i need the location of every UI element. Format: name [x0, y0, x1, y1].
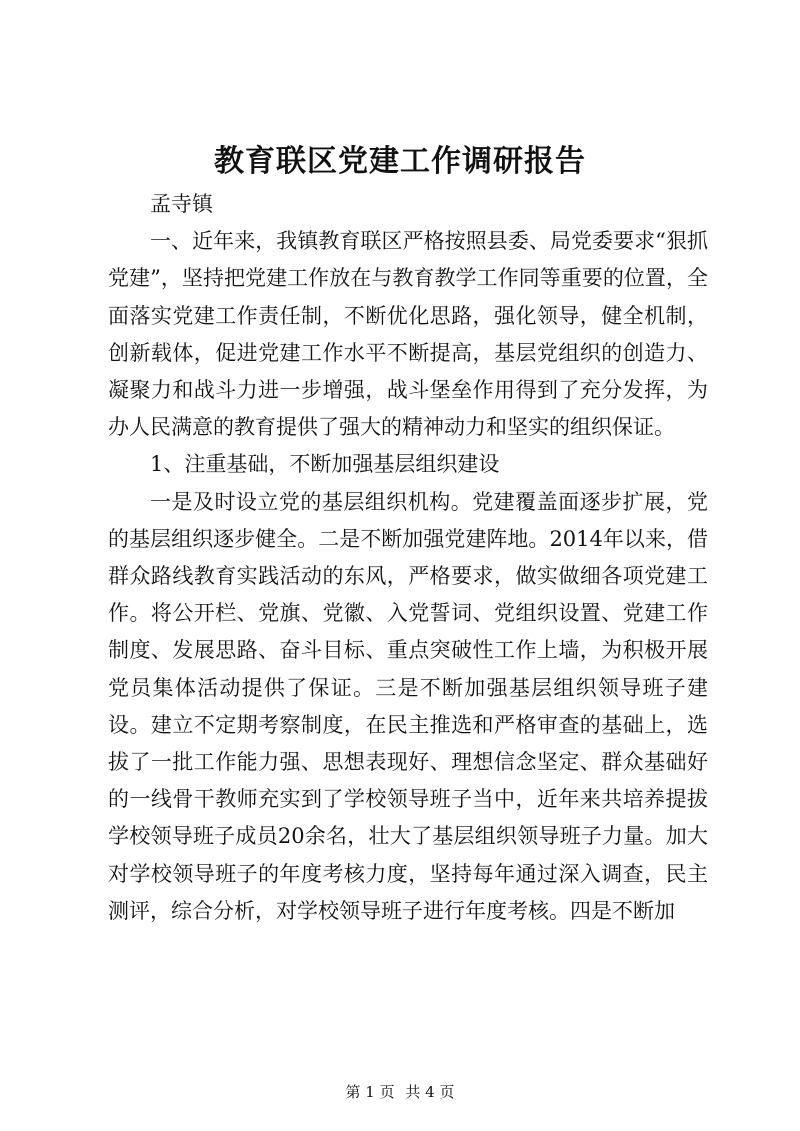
page-number: 第 1 页: [345, 1083, 395, 1101]
paragraph-section-1: 一是及时设立党的基层组织机构。党建覆盖面逐步扩展，党的基层组织逐步健全。二是不断加强党建阵地。2014年以来，借群众路线教育实践活动的东风，严格要求，做实做细各项党建工作。将公开栏、党旗、党徽、入党誓词、党组织设置、党建工作制度、发展思路、奋斗目标、重点突破性工作上墙，为积极开展党员集体活动提供了保证。三是不断加强基层组织领导班子建设。建立不定期考察制度，在民主推选和严格审查的基础上，选拔了一批工作能力强、思想表现好、理想信念坚定、群众基础好的一线骨干教师充实到了学校领导班子当中，近年来共培养提拔学校领导班子成员20余名，壮大了基层组织领导班子力量。加大对学校领导班子的年度考核力度，坚持每年通过深入调查，民主测评，综合分析，对学校领导班子进行年度考核。四是不断加: [108, 489, 708, 923]
document-body: [108, 186, 708, 930]
page-total: 共 4 页: [405, 1083, 455, 1101]
section-heading: 1、注重基础，不断加强基层组织建设: [150, 452, 500, 477]
page-footer: [0, 1081, 800, 1103]
document-title: 教育联区党建工作调研报告: [214, 144, 586, 179]
author-line: 孟寺镇: [150, 192, 213, 216]
paragraph-intro: 一、近年来，我镇教育联区严格按照县委、局党委要求“狠抓党建”，坚持把党建工作放在与教育教学工作同等重要的位置，全面落实党建工作责任制，不断优化思路，强化领导，健全机制，创新载体，促进党建工作水平不断提高，基层党组织的创造力、凝聚力和战斗力进一步增强，战斗堡垒作用得到了充分发挥，为办人民满意的教育提供了强大的精神动力和坚实的组织保证。: [108, 229, 708, 440]
